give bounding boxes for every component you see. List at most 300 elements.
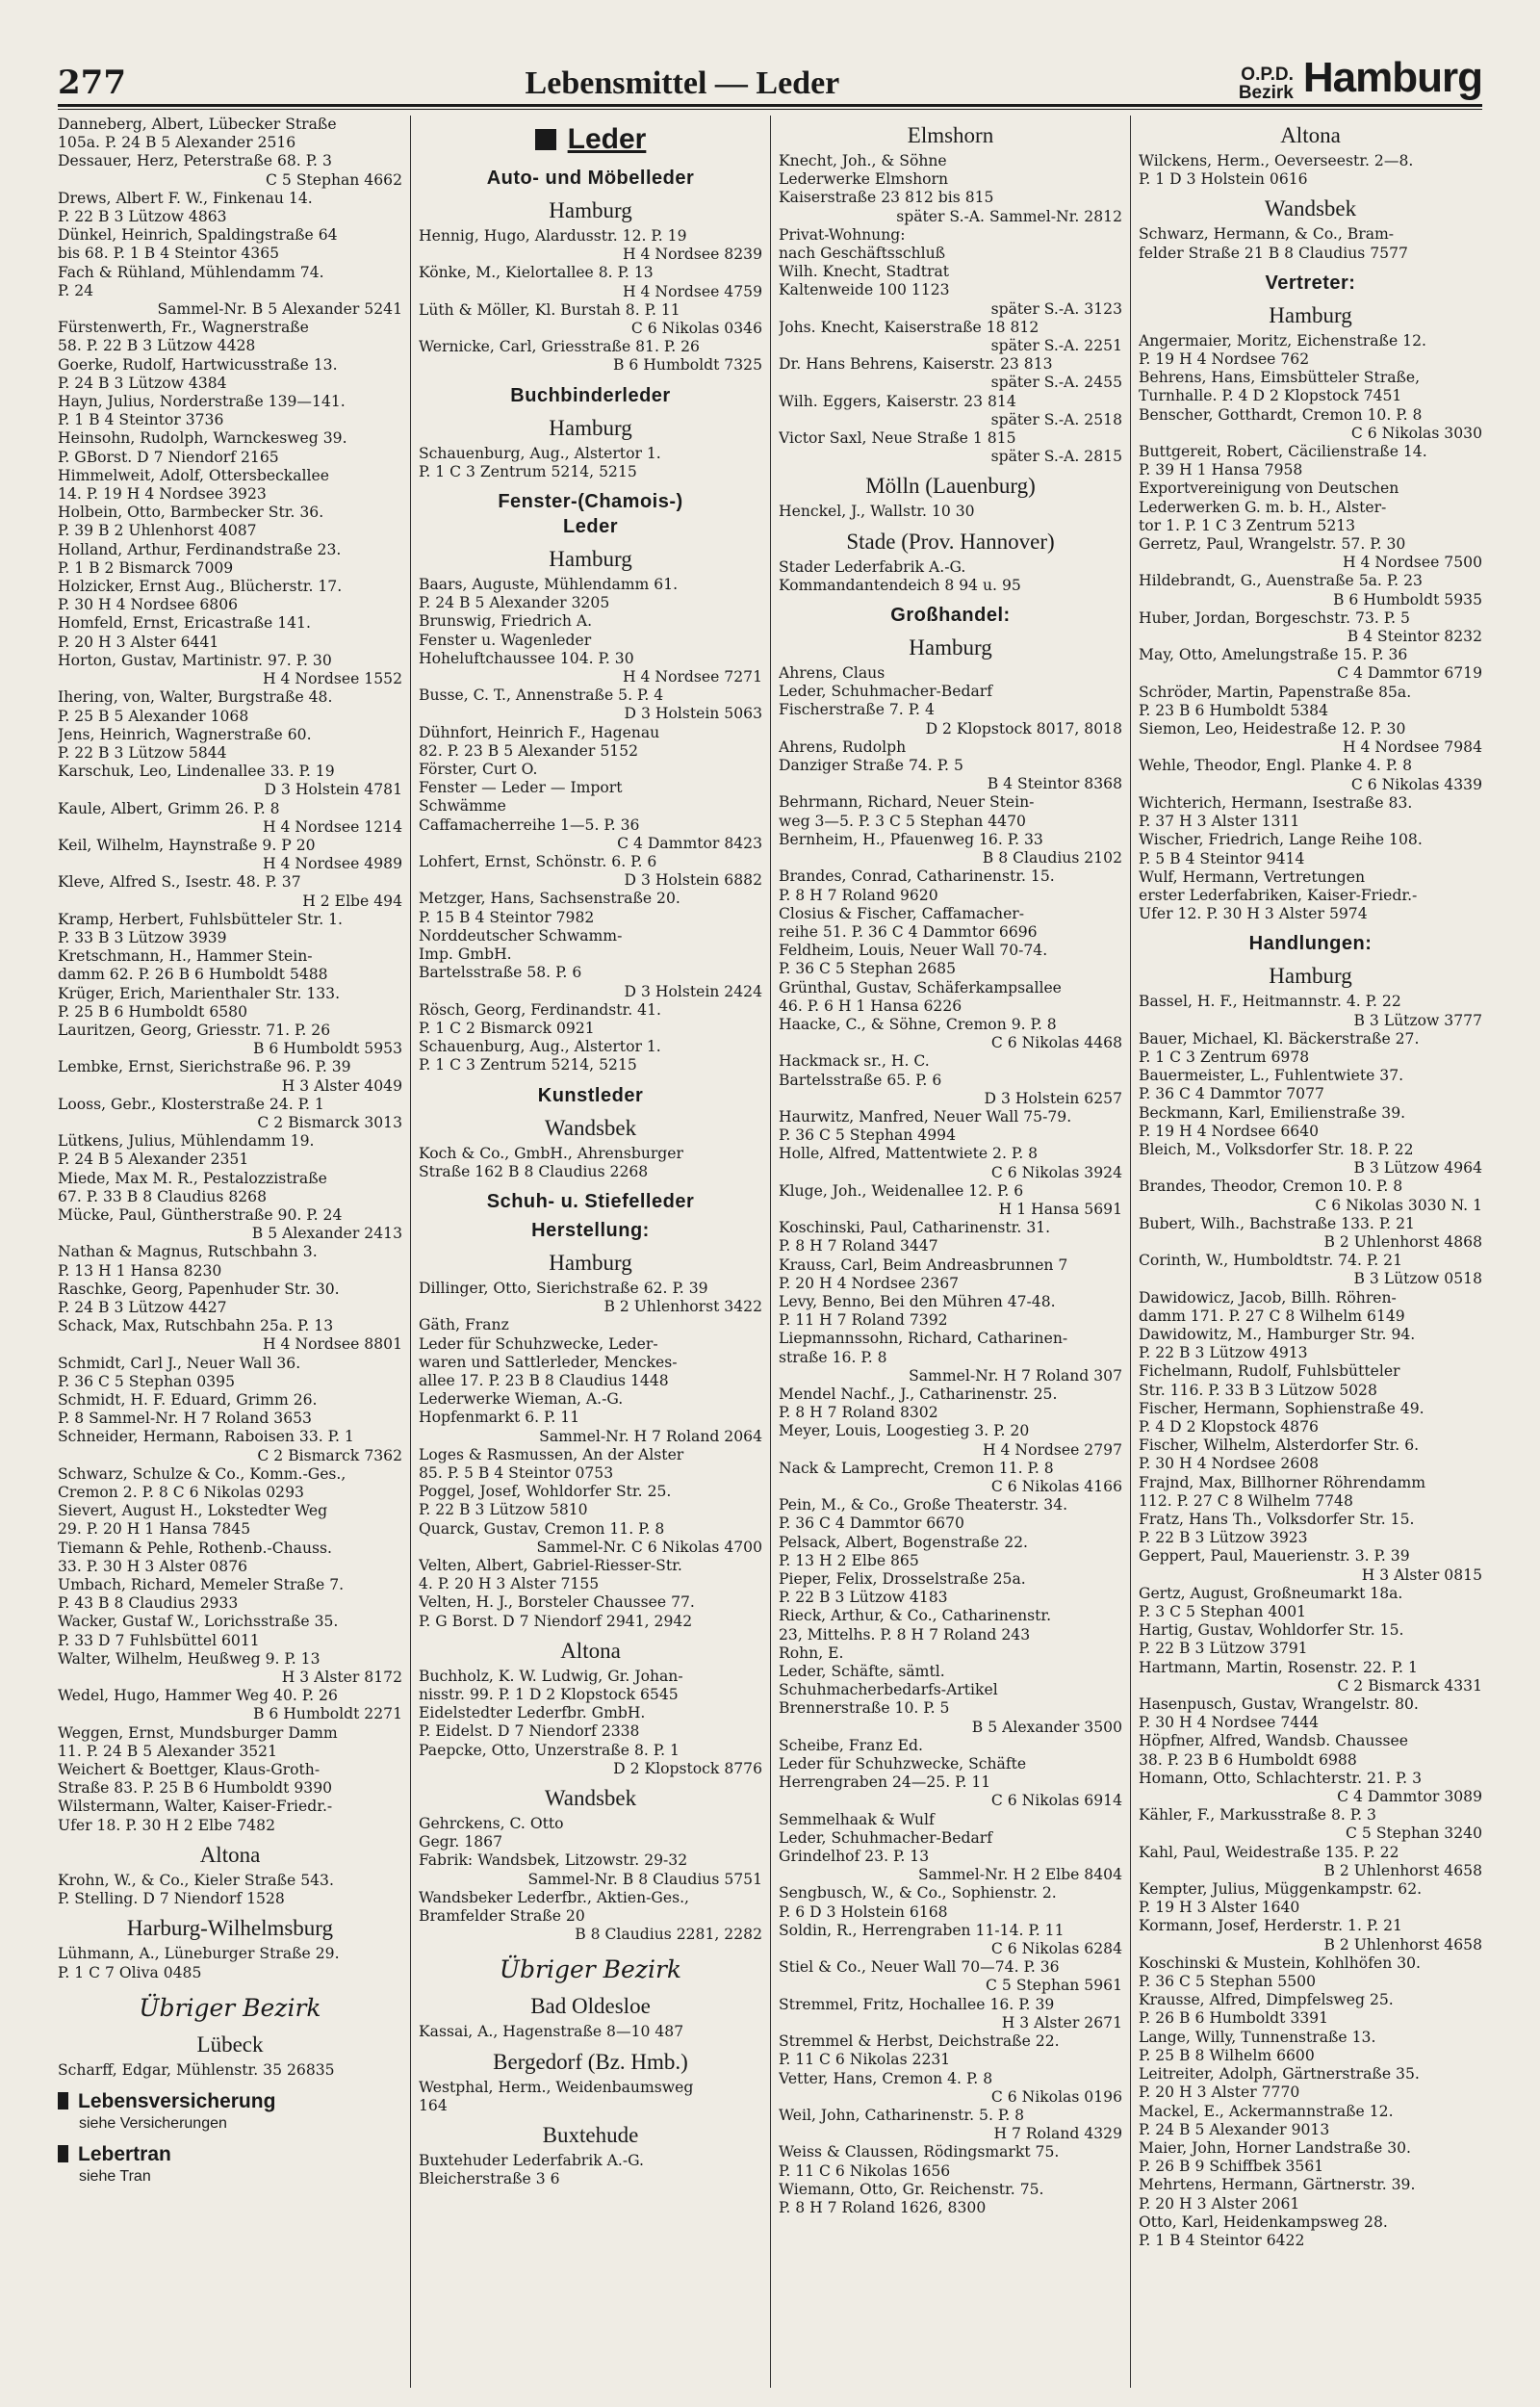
directory-line: später S.-A. 2518 xyxy=(990,410,1122,428)
directory-line: P. 22 B 3 Lützow 4863 xyxy=(58,208,227,226)
directory-line: P. 15 B 4 Steintor 7982 xyxy=(419,908,595,926)
directory-line: P. 22 B 3 Lützow 5810 xyxy=(419,1501,588,1519)
directory-line: Hildebrandt, G., Auenstraße 5a. P. 23 xyxy=(1139,572,1423,590)
directory-line: Walter, Wilhelm, Heußweg 9. P. 13 xyxy=(58,1649,321,1668)
directory-line: P. 20 H 3 Alster 2061 xyxy=(1139,2194,1300,2213)
directory-line: Karschuk, Leo, Lindenallee 33. P. 19 xyxy=(58,763,335,781)
square-bullet-icon xyxy=(535,129,556,150)
directory-line: C 6 Nikolas 0196 xyxy=(990,2087,1122,2106)
header-rule-thin xyxy=(58,109,1482,110)
region-city: Hamburg xyxy=(1302,54,1482,101)
directory-line: B 6 Humboldt 5935 xyxy=(1333,590,1482,608)
directory-line: Eidelstedter Lederfbr. GmbH. xyxy=(419,1704,646,1722)
directory-line: Stader Lederfabrik A.-G. xyxy=(779,557,966,576)
directory-line: Buxtehuder Lederfabrik A.-G. xyxy=(419,2152,644,2170)
directory-line: Meyer, Louis, Loogestieg 3. P. 20 xyxy=(779,1422,1030,1440)
directory-line: Dawidowicz, Jacob, Billh. Röhren- xyxy=(1139,1288,1397,1307)
directory-line: H 4 Nordsee 8801 xyxy=(262,1335,402,1354)
directory-line: Brunswig, Friedrich A. xyxy=(419,612,593,631)
directory-line: Schmidt, H. F. Eduard, Grimm 26. xyxy=(58,1391,318,1410)
directory-line: Lauritzen, Georg, Griesstr. 71. P. 26 xyxy=(58,1021,331,1039)
page-header xyxy=(58,44,1482,102)
directory-line: P. Eidelst. D 7 Niendorf 2338 xyxy=(419,1722,640,1741)
directory-line: B 2 Uhlenhorst 4658 xyxy=(1323,1861,1482,1879)
directory-line: P. 3 C 5 Stephan 4001 xyxy=(1139,1603,1307,1621)
directory-line: Bleicherstraße 3 6 xyxy=(419,2170,560,2188)
directory-line: P. 8 Sammel-Nr. H 7 Roland 3653 xyxy=(58,1410,312,1428)
directory-line: Wehle, Theodor, Engl. Planke 4. P. 8 xyxy=(1139,757,1413,775)
directory-line: Raschke, Georg, Papenhuder Str. 30. xyxy=(58,1280,340,1298)
directory-line: 14. P. 19 H 4 Nordsee 3923 xyxy=(58,485,267,504)
region-label xyxy=(1239,54,1482,102)
directory-line: Imp. GmbH. xyxy=(419,945,512,964)
entries xyxy=(419,1815,762,1944)
category-heading xyxy=(419,121,762,158)
directory-line: B 8 Claudius 2281, 2282 xyxy=(575,1926,762,1944)
directory-line: Benscher, Gotthardt, Cremon 10. P. 8 xyxy=(1139,405,1423,424)
entries xyxy=(419,2152,762,2188)
entries xyxy=(419,576,762,1074)
directory-line: 67. P. 33 B 8 Claudius 8268 xyxy=(58,1187,268,1205)
directory-line: Keil, Wilhelm, Haynstraße 9. P 20 xyxy=(58,836,316,854)
page-title: Lebensmittel — Leder xyxy=(525,65,840,101)
directory-line: Privat-Wohnung: xyxy=(779,225,906,244)
directory-line: B 5 Alexander 2413 xyxy=(251,1225,402,1243)
directory-line: P. 39 H 1 Hansa 7958 xyxy=(1139,461,1303,479)
directory-line: May, Otto, Amelungstraße 15. P. 36 xyxy=(1139,646,1408,664)
directory-line: P. 1 B 4 Steintor 3736 xyxy=(58,411,224,429)
entries xyxy=(419,1280,762,1631)
header-rule xyxy=(58,104,1482,107)
entries xyxy=(1139,152,1482,189)
directory-line: Gehrckens, C. Otto xyxy=(419,1815,564,1832)
subcategory-heading: Schuh- u. Stiefelleder xyxy=(486,1190,695,1212)
directory-line: Weil, John, Catharinenstr. 5. P. 8 xyxy=(779,2106,1025,2124)
directory-line: Str. 116. P. 33 B 3 Lützow 5028 xyxy=(1139,1381,1377,1399)
directory-line: Wilh. Eggers, Kaiserstr. 23 814 xyxy=(779,392,1016,410)
directory-line: Nathan & Magnus, Rutschbahn 3. xyxy=(58,1243,318,1261)
entries xyxy=(419,445,762,481)
square-bullet-icon xyxy=(58,2145,68,2162)
directory-line: Danziger Straße 74. P. 5 xyxy=(779,757,963,775)
directory-line: Kluge, Joh., Weidenallee 12. P. 6 xyxy=(779,1181,1024,1200)
directory-line: Fach & Rühland, Mühlendamm 74. xyxy=(58,263,324,281)
section-city: Hamburg xyxy=(1269,964,1352,989)
directory-line: Lüth & Möller, Kl. Burstah 8. P. 11 xyxy=(419,300,680,319)
directory-line: Mackel, E., Ackermannstraße 12. xyxy=(1139,2102,1394,2120)
directory-line: P. 24 B 5 Alexander 9013 xyxy=(1139,2120,1330,2138)
section-city: Stade (Prov. Hannover) xyxy=(846,529,1055,554)
directory-line: Wulf, Hermann, Vertretungen xyxy=(1139,867,1365,886)
directory-line: P. 1 B 2 Bismarck 7009 xyxy=(58,558,234,577)
directory-line: felder Straße 21 B 8 Claudius 7577 xyxy=(1139,244,1408,262)
directory-line: P. 36 C 5 Stephan 4994 xyxy=(779,1126,956,1145)
directory-line: B 4 Steintor 8368 xyxy=(987,775,1122,793)
subcategory-heading: Herstellung: xyxy=(531,1219,650,1241)
column-4 xyxy=(1130,116,1490,2388)
directory-line: D 2 Klopstock 8776 xyxy=(613,1759,762,1777)
directory-line: Loges & Rasmussen, An der Alster xyxy=(419,1445,684,1463)
entries xyxy=(779,152,1122,466)
directory-line: Brandes, Conrad, Catharinenstr. 15. xyxy=(779,867,1055,886)
directory-line: Exportvereinigung von Deutschen xyxy=(1139,479,1399,498)
directory-line: später S.-A. 3123 xyxy=(990,299,1122,318)
directory-line: D 3 Holstein 4781 xyxy=(264,781,402,799)
directory-line: 4. P. 20 H 3 Alster 7155 xyxy=(419,1575,600,1593)
col1-luebeck-entries xyxy=(58,2061,402,2080)
directory-line: Höpfner, Alfred, Wandsb. Chaussee xyxy=(1139,1732,1408,1750)
directory-line: Leder, Schäfte, sämtl. xyxy=(779,1663,945,1681)
subcategory-heading: Auto- und Möbelleder xyxy=(486,168,695,189)
directory-line: Hayn, Julius, Norderstraße 139—141. xyxy=(58,393,346,411)
entries xyxy=(1139,332,1482,924)
directory-line: Koschinski & Mustein, Kohlhöfen 30. xyxy=(1139,1954,1421,1972)
directory-line: Schwarz, Schulze & Co., Komm.-Ges., xyxy=(58,1464,346,1483)
section-city: Hamburg xyxy=(549,415,632,440)
directory-line: Soldin, R., Herrengraben 11-14. P. 11 xyxy=(779,1921,1065,1939)
subcategory-heading: Fenster-(Chamois-) xyxy=(498,491,683,513)
entries xyxy=(419,2023,762,2041)
directory-line: P. 36 C 4 Dammtor 7077 xyxy=(1139,1085,1324,1103)
directory-line: nisstr. 99. P. 1 D 2 Klopstock 6545 xyxy=(419,1685,679,1703)
directory-line: Rieck, Arthur, & Co., Catharinenstr. xyxy=(779,1607,1052,1625)
directory-line: Wiemann, Otto, Gr. Reichenstr. 75. xyxy=(779,2180,1044,2198)
directory-line: Leitreiter, Adolph, Gärtnerstraße 35. xyxy=(1139,2065,1420,2083)
directory-line: Kommandantendeich 8 94 u. 95 xyxy=(779,576,1021,594)
directory-line: Lange, Willy, Tunnenstraße 13. xyxy=(1139,2028,1376,2046)
directory-line: H 3 Alster 8172 xyxy=(281,1669,402,1687)
col1-altona-entries xyxy=(58,1872,402,1908)
directory-line: C 5 Stephan 3240 xyxy=(1346,1825,1482,1843)
section-city: Hamburg xyxy=(909,635,992,660)
directory-line: weg 3—5. P. 3 C 5 Stephan 4470 xyxy=(779,812,1026,830)
directory-line: P. 33 B 3 Lützow 3939 xyxy=(58,928,227,946)
directory-line: P. 4 D 2 Klopstock 4876 xyxy=(1139,1417,1319,1436)
directory-line: Leder, Schuhmacher-Bedarf xyxy=(779,1828,992,1847)
directory-line: Leder für Schuhzwecke, Leder- xyxy=(419,1334,658,1353)
directory-line: P. 11 C 6 Nikolas 2231 xyxy=(779,2051,951,2069)
directory-line: Bramfelder Straße 20 xyxy=(419,1907,585,1926)
side-heading-lebensversicherung xyxy=(58,2089,402,2114)
directory-line: Dessauer, Herz, Peterstraße 68. P. 3 xyxy=(58,152,332,170)
directory-line: Gertz, August, Großneumarkt 18a. xyxy=(1139,1584,1403,1602)
directory-line: Fabrik: Wandsbek, Litzowstr. 29-32 xyxy=(419,1851,688,1870)
subcategory-heading: Vertreter: xyxy=(1265,272,1356,294)
directory-line: P. 30 H 4 Nordsee 6806 xyxy=(58,596,239,614)
directory-line: P. GBorst. D 7 Niendorf 2165 xyxy=(58,448,279,466)
directory-line: Dawidowitz, M., Hamburger Str. 94. xyxy=(1139,1325,1416,1343)
directory-line: Lembke, Ernst, Sierichstraße 96. P. 39 xyxy=(58,1058,351,1076)
entries xyxy=(419,227,762,375)
directory-line: Schwarz, Hermann, & Co., Bram- xyxy=(1139,225,1395,244)
entries xyxy=(1139,993,1482,2250)
directory-line: Koschinski, Paul, Catharinenstr. 31. xyxy=(779,1219,1051,1237)
directory-line: P. 36 C 4 Dammtor 6670 xyxy=(779,1514,964,1533)
directory-line: damm 62. P. 26 B 6 Humboldt 5488 xyxy=(58,966,328,984)
directory-line: Kähler, F., Markusstraße 8. P. 3 xyxy=(1139,1806,1376,1825)
columns xyxy=(50,116,1492,2388)
directory-line: Kaltenweide 100 1123 xyxy=(779,281,950,299)
directory-line: Mehrtens, Hermann, Gärtnerstr. 39. xyxy=(1139,2176,1416,2194)
directory-line: P. 33 D 7 Fuhlsbüttel 6011 xyxy=(58,1631,260,1649)
directory-line: P. 13 H 2 Elbe 865 xyxy=(779,1551,919,1569)
directory-line: C 2 Bismarck 7362 xyxy=(257,1446,402,1464)
directory-line: P. 1 C 3 Zentrum 5214, 5215 xyxy=(419,462,637,480)
directory-line: Haurwitz, Manfred, Neuer Wall 75-79. xyxy=(779,1107,1072,1126)
section-city: Wandsbek xyxy=(544,1115,637,1140)
directory-line: Schmidt, Carl J., Neuer Wall 36. xyxy=(58,1354,301,1372)
directory-line: Leder für Schuhzwecke, Schäfte xyxy=(779,1755,1027,1773)
directory-line: P. 37 H 3 Alster 1311 xyxy=(1139,813,1300,831)
directory-line: D 3 Holstein 6257 xyxy=(984,1089,1122,1107)
directory-line: P. 24 xyxy=(58,281,94,299)
directory-line: C 6 Nikolas 3030 xyxy=(1350,424,1482,442)
section-city: Wandsbek xyxy=(1264,196,1357,221)
directory-line: C 6 Nikolas 4468 xyxy=(990,1034,1122,1052)
directory-line: später S.-A. 2251 xyxy=(990,337,1122,355)
directory-line: Grünthal, Gustav, Schäferkampsallee xyxy=(779,978,1062,996)
directory-line: Bauer, Michael, Kl. Bäckerstraße 27. xyxy=(1139,1029,1420,1048)
directory-line: Kahl, Paul, Weidestraße 135. P. 22 xyxy=(1139,1843,1399,1861)
square-bullet-icon xyxy=(58,2092,68,2109)
directory-line: Förster, Curt O. xyxy=(419,761,538,779)
directory-line: Paepcke, Otto, Unzerstraße 8. P. 1 xyxy=(419,1741,680,1759)
directory-line: Goerke, Rudolf, Hartwicusstraße 13. xyxy=(58,355,338,374)
directory-line: Holbein, Otto, Barmbecker Str. 36. xyxy=(58,504,324,522)
directory-line: Rösch, Georg, Ferdinandstr. 41. xyxy=(419,1000,661,1019)
directory-line: Homfeld, Ernst, Ericastraße 141. xyxy=(58,614,311,633)
directory-line: Wichterich, Hermann, Isestraße 83. xyxy=(1139,793,1413,812)
directory-line: Westphal, Herm., Weidenbaumsweg xyxy=(419,2078,694,2096)
directory-line: Fratz, Hans Th., Volksdorfer Str. 15. xyxy=(1139,1511,1415,1528)
directory-line: B 3 Lützow 4964 xyxy=(1353,1159,1482,1178)
directory-line: P. 20 H 3 Alster 7770 xyxy=(1139,2083,1300,2102)
directory-line: H 4 Nordsee 4989 xyxy=(262,855,402,873)
directory-line: bis 68. P. 1 B 4 Steintor 4365 xyxy=(58,245,280,263)
directory-line: Bartelsstraße 65. P. 6 xyxy=(779,1071,942,1089)
directory-line: Stremmel, Fritz, Hochallee 16. P. 39 xyxy=(779,1995,1055,2013)
directory-line: Homann, Otto, Schlachterstr. 21. P. 3 xyxy=(1139,1769,1423,1787)
directory-line: P. 26 B 9 Schiffbek 3561 xyxy=(1139,2158,1324,2176)
entries xyxy=(779,664,1122,2217)
directory-line: Wilckens, Herm., Oeverseestr. 2—8. xyxy=(1139,152,1414,169)
directory-line: Fenster — Leder — Import xyxy=(419,779,623,797)
directory-line: Sammel-Nr. H 7 Roland 2064 xyxy=(539,1427,762,1445)
column-2 xyxy=(410,116,770,2388)
section-city: Hamburg xyxy=(549,198,632,222)
directory-line: Straße 162 B 8 Claudius 2268 xyxy=(419,1162,649,1180)
directory-line: Liepmannssohn, Richard, Catharinen- xyxy=(779,1330,1068,1348)
directory-line: Kassai, A., Hagenstraße 8—10 487 xyxy=(419,2023,684,2041)
directory-line: Schack, Max, Rutschbahn 25a. P. 13 xyxy=(58,1317,334,1335)
column-1 xyxy=(50,116,410,2388)
entries xyxy=(1139,225,1482,262)
directory-line: P. 20 H 3 Alster 6441 xyxy=(58,633,219,651)
directory-line: Scharff, Edgar, Mühlenstr. 35 26835 xyxy=(58,2060,335,2079)
directory-line: Cremon 2. P. 8 C 6 Nikolas 0293 xyxy=(58,1484,304,1502)
directory-line: 112. P. 27 C 8 Wilhelm 7748 xyxy=(1139,1491,1353,1510)
directory-line: Pein, M., & Co., Große Theaterstr. 34. xyxy=(779,1496,1068,1514)
directory-line: Brennerstraße 10. P. 5 xyxy=(779,1699,950,1718)
directory-line: Buchholz, K. W. Ludwig, Gr. Johan- xyxy=(419,1667,683,1685)
directory-line: Ufer 18. P. 30 H 2 Elbe 7482 xyxy=(58,1816,276,1834)
section-city: Buxtehude xyxy=(542,2123,639,2148)
directory-line: Lühmann, A., Lüneburger Straße 29. xyxy=(58,1945,340,1963)
directory-line: P. 19 H 4 Nordsee 762 xyxy=(1139,350,1310,369)
directory-line: Bleich, M., Volksdorfer Str. 18. P. 22 xyxy=(1139,1140,1414,1158)
subcategory-heading: Handlungen: xyxy=(1248,933,1373,955)
side-heading-lebertran xyxy=(58,2142,402,2167)
subcategory-heading: Kunstleder xyxy=(537,1084,644,1106)
directory-line: Lederwerke Elmshorn xyxy=(779,170,949,189)
directory-line: P. 20 H 4 Nordsee 2367 xyxy=(779,1274,960,1292)
directory-line: Schneider, Hermann, Raboisen 33. P. 1 xyxy=(58,1428,354,1446)
directory-line: erster Lederfabriken, Kaiser-Friedr.- xyxy=(1139,886,1418,904)
directory-line: Mücke, Paul, Güntherstraße 90. P. 24 xyxy=(58,1205,343,1224)
directory-line: Pelsack, Albert, Bogenstraße 22. xyxy=(779,1533,1029,1551)
directory-line: H 4 Nordsee 7271 xyxy=(622,668,762,686)
cross-reference: siehe Tran xyxy=(79,2167,151,2185)
directory-line: Velten, Albert, Gabriel-Riesser-Str. xyxy=(419,1556,682,1574)
directory-line: Danneberg, Albert, Lübecker Straße xyxy=(58,116,337,133)
directory-line: C 6 Nikolas 4166 xyxy=(990,1478,1122,1495)
directory-line: P. 5 B 4 Steintor 9414 xyxy=(1139,849,1305,867)
directory-line: Sammel-Nr. H 7 Roland 307 xyxy=(909,1366,1122,1385)
directory-line: Wedel, Hugo, Hammer Weg 40. P. 26 xyxy=(58,1687,338,1705)
directory-line: B 2 Uhlenhorst 4658 xyxy=(1323,1935,1482,1954)
directory-line: P. 39 B 2 Uhlenhorst 4087 xyxy=(58,522,257,540)
directory-line: P. 13 H 1 Hansa 8230 xyxy=(58,1261,222,1280)
directory-line: Holland, Arthur, Ferdinandstraße 23. xyxy=(58,540,342,558)
directory-line: Buttgereit, Robert, Cäcilienstraße 14. xyxy=(1139,443,1427,461)
directory-line: P. 22 B 3 Lützow 4183 xyxy=(779,1589,948,1607)
directory-line: Wacker, Gustaf W., Lorichsstraße 35. xyxy=(58,1613,339,1631)
directory-line: Schwämme xyxy=(419,797,506,815)
directory-line: B 2 Uhlenhorst 3422 xyxy=(603,1298,762,1316)
directory-line: D 3 Holstein 5063 xyxy=(624,705,762,723)
directory-line: Schauenburg, Aug., Alstertor 1. xyxy=(419,444,661,462)
directory-line: Victor Saxl, Neue Straße 1 815 xyxy=(779,429,1016,448)
directory-line: Bernheim, H., Pfauenweg 16. P. 33 xyxy=(779,830,1043,848)
directory-line: Dünkel, Heinrich, Spaldingstraße 64 xyxy=(58,226,338,245)
directory-line: Hennig, Hugo, Alardusstr. 12. P. 19 xyxy=(419,227,687,245)
entries xyxy=(779,503,1122,521)
directory-line: 85. P. 5 B 4 Steintor 0753 xyxy=(419,1463,614,1482)
directory-line: Grindelhof 23. P. 13 xyxy=(779,1848,930,1866)
directory-line: Siemon, Leo, Heidestraße 12. P. 30 xyxy=(1139,720,1406,738)
directory-line: Krauss, Carl, Beim Andreasbrunnen 7 xyxy=(779,1255,1068,1274)
directory-line: Angermaier, Moritz, Eichenstraße 12. xyxy=(1139,331,1426,349)
section-city: Bergedorf (Bz. Hmb.) xyxy=(493,2049,688,2074)
directory-line: Kaiserstraße 23 812 bis 815 xyxy=(779,189,994,207)
entries xyxy=(779,558,1122,595)
directory-line: P. 1 C 2 Bismarck 0921 xyxy=(419,1019,595,1037)
directory-line: Gegr. 1867 xyxy=(419,1833,503,1851)
directory-line: Lohfert, Ernst, Schönstr. 6. P. 6 xyxy=(419,853,657,871)
directory-line: 164 xyxy=(419,2096,448,2114)
directory-line: Hartig, Gustav, Wohldorfer Str. 15. xyxy=(1139,1621,1404,1640)
directory-line: später S.-A. 2815 xyxy=(990,448,1122,466)
directory-line: Kramp, Herbert, Fuhlsbütteler Str. 1. xyxy=(58,910,343,928)
bezirk-text: Bezirk xyxy=(1238,83,1294,103)
directory-line: Heinsohn, Rudolph, Warnckesweg 39. xyxy=(58,429,347,448)
directory-line: Quarck, Gustav, Cremon 11. P. 8 xyxy=(419,1519,665,1538)
directory-line: H 3 Alster 2671 xyxy=(1001,2013,1122,2032)
directory-line: Corinth, W., Humboldtstr. 74. P. 21 xyxy=(1139,1252,1402,1270)
directory-line: P. 30 H 4 Nordsee 2608 xyxy=(1139,1455,1320,1473)
directory-line: C 6 Nikolas 6914 xyxy=(990,1792,1122,1810)
entries xyxy=(419,2079,762,2115)
directory-line: P. 8 H 7 Roland 3447 xyxy=(779,1237,938,1255)
directory-line: H 3 Alster 4049 xyxy=(281,1076,402,1095)
directory-line: P. 19 H 3 Alster 1640 xyxy=(1139,1899,1300,1917)
directory-line: Sengbusch, W., & Co., Sophienstr. 2. xyxy=(779,1884,1057,1902)
directory-line: Fürstenwerth, Fr., Wagnerstraße xyxy=(58,319,309,337)
directory-line: Otto, Karl, Heidenkampsweg 28. xyxy=(1139,2213,1388,2231)
directory-line: Busse, C. T., Annenstraße 5. P. 4 xyxy=(419,686,664,705)
section-city: Bad Oldesloe xyxy=(530,1994,651,2019)
directory-line: später S.-A. 2455 xyxy=(990,374,1122,392)
directory-line: 38. P. 23 B 6 Humboldt 6988 xyxy=(1139,1750,1357,1769)
directory-line: Ufer 12. P. 30 H 3 Alster 5974 xyxy=(1139,905,1368,923)
directory-line: Dühnfort, Heinrich F., Hagenau xyxy=(419,723,660,741)
directory-line: D 3 Holstein 2424 xyxy=(624,982,762,1000)
directory-line: B 3 Lützow 3777 xyxy=(1353,1011,1482,1029)
directory-line: 33. P. 30 H 3 Alster 0876 xyxy=(58,1557,248,1575)
section-city: Elmshorn xyxy=(907,123,994,147)
directory-line: Dr. Hans Behrens, Kaiserstr. 23 813 xyxy=(779,355,1053,374)
directory-line: Holle, Alfred, Mattentwiete 2. P. 8 xyxy=(779,1145,1039,1163)
directory-line: Caffamacherreihe 1—5. P. 36 xyxy=(419,815,640,834)
directory-line: Baars, Auguste, Mühlendamm 61. xyxy=(419,576,679,594)
directory-line: P. 26 B 6 Humboldt 3391 xyxy=(1139,2009,1329,2028)
column-3 xyxy=(770,116,1130,2388)
section-city: Hamburg xyxy=(549,547,632,572)
directory-line: H 4 Nordsee 8239 xyxy=(622,246,762,264)
directory-line: P. 30 H 4 Nordsee 7444 xyxy=(1139,1714,1320,1732)
directory-line: P. 8 H 7 Roland 1626, 8300 xyxy=(779,2198,987,2216)
side-heading-text: Lebensversicherung xyxy=(78,2089,276,2112)
directory-line: Tiemann & Pehle, Rothenb.-Chauss. xyxy=(58,1539,332,1557)
directory-line: P. 11 H 7 Roland 7392 xyxy=(779,1311,948,1330)
directory-line: Hackmack sr., H. C. xyxy=(779,1052,930,1071)
col1-harburg-entries xyxy=(58,1945,402,1981)
directory-line: H 4 Nordsee 1214 xyxy=(262,817,402,836)
directory-line: Weggen, Ernst, Mundsburger Damm xyxy=(58,1723,338,1742)
directory-line: C 6 Nikolas 4339 xyxy=(1350,775,1482,793)
directory-line: 11. P. 24 B 5 Alexander 3521 xyxy=(58,1742,278,1760)
directory-line: Weiss & Claussen, Rödingsmarkt 75. xyxy=(779,2143,1060,2161)
directory-line: damm 171. P. 27 C 8 Wilhelm 6149 xyxy=(1139,1307,1405,1325)
directory-line: Semmelhaak & Wulf xyxy=(779,1810,935,1828)
directory-line: Behrens, Hans, Eimsbütteler Straße, xyxy=(1139,369,1421,387)
directory-line: 105a. P. 24 B 5 Alexander 2516 xyxy=(58,134,296,152)
directory-line: Kormann, Josef, Herderstr. 1. P. 21 xyxy=(1139,1917,1402,1935)
directory-line: P. 24 B 3 Lützow 4384 xyxy=(58,374,227,392)
subcategory-heading: Leder xyxy=(563,516,618,538)
directory-line: Wandsbeker Lederfbr., Aktien-Ges., xyxy=(419,1888,690,1906)
section-other-district: Übriger Bezirk xyxy=(139,1993,321,2022)
directory-line: Drews, Albert F. W., Finkenau 14. xyxy=(58,189,313,207)
directory-line: Gäth, Franz xyxy=(419,1316,509,1334)
directory-line: P. 22 B 3 Lützow 3791 xyxy=(1139,1640,1308,1658)
directory-line: Krüger, Erich, Marienthaler Str. 133. xyxy=(58,984,341,1002)
directory-line: 82. P. 23 B 5 Alexander 5152 xyxy=(419,741,639,760)
directory-line: Bauermeister, L., Fuhlentwiete 37. xyxy=(1139,1067,1404,1085)
directory-line: P. 8 H 7 Roland 8302 xyxy=(779,1404,938,1422)
section-city-harburg: Harburg-Wilhelmsburg xyxy=(126,1916,334,1941)
directory-line: B 4 Steintor 8232 xyxy=(1347,628,1482,646)
